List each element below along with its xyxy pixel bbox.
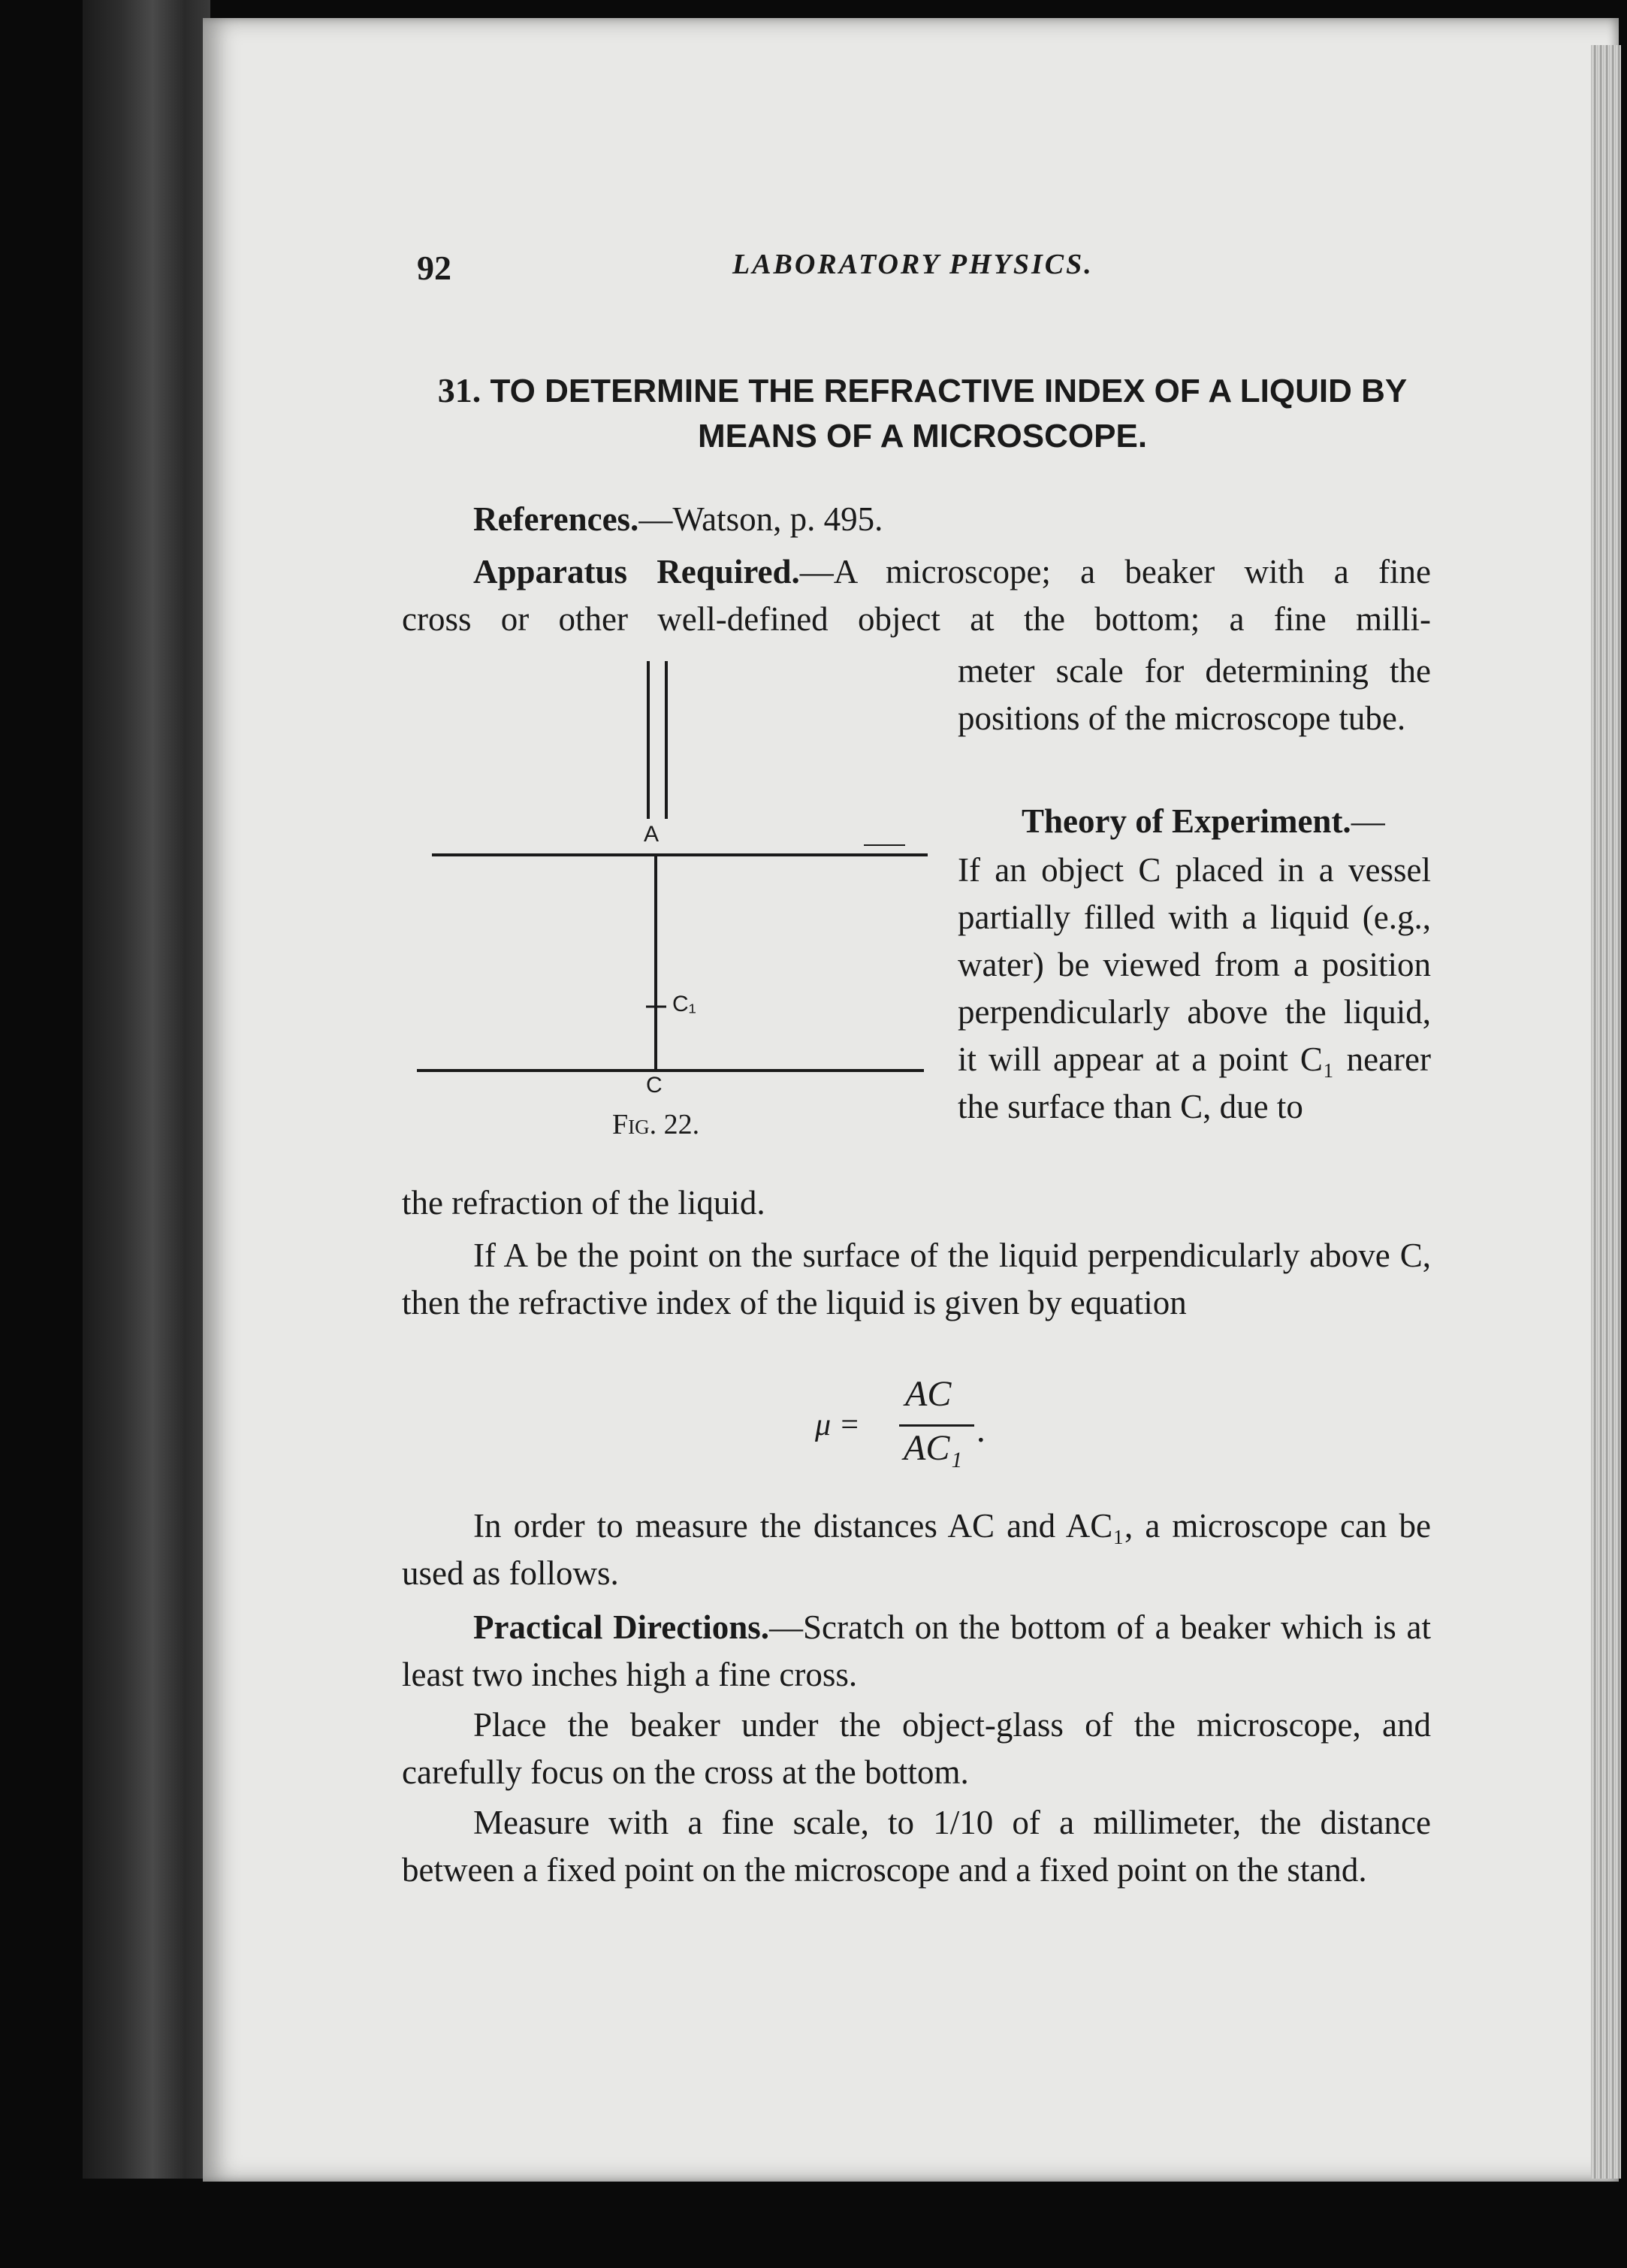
apparatus-line2: cross or other well-defined object at the bottom; a fine milli- [402,600,1431,638]
paragraph-measure-scale: Measure with a fine scale, to 1/10 of a millimeter, the distance between a fixed point on the microscope and a fixed point on the stand. [402,1804,1431,1889]
formula-end: . [977,1410,986,1450]
figure-caption: Fig. 22. [612,1109,700,1140]
label-a: A [644,822,660,847]
apparatus-wrap-text: meter scale for determining the positions of the microscope tube. [958,652,1431,737]
section-title-text: TO DETERMINE THE REFRACTIVE INDEX OF A LIQUID BY MEANS OF A MICROSCOPE. [490,373,1408,455]
running-title: LABORATORY PHYSICS. [732,249,1094,280]
references-text: —Watson, p. 495. [638,500,883,538]
references-label: References. [473,500,639,538]
references-paragraph [402,496,1431,543]
apparatus-label: Apparatus Required. [473,553,800,590]
section-number: 31. [437,371,481,409]
formula-numerator: AC [905,1374,952,1414]
paragraph-refractive-index: If A be the point on the surface of the liquid perpendicularly above C, then the refractive index of the liquid is given by equation [402,1237,1431,1321]
theory-dash: — [1351,802,1385,840]
theory-continuation: the refraction of the liquid. [402,1184,765,1222]
apparatus-text-1: —A microscope; a beaker with a fine [799,553,1431,590]
practical-text: —Scratch on the bottom of a beaker which is at least two inches high a fine cross. [402,1608,1431,1693]
formula-denominator: AC₁ [904,1428,963,1468]
practical-paragraph [402,1604,1431,1699]
label-c: C [646,1073,663,1098]
page-header [417,248,1423,293]
formula-fraction-bar [899,1424,974,1427]
formula-lhs: μ = [815,1408,860,1442]
theory-label: Theory of Experiment. [1022,802,1351,840]
page-number: 92 [417,249,451,287]
practical-label: Practical Directions. [473,1608,770,1646]
paragraph-place-beaker: Place the beaker under the object-glass of the microscope, and carefully focus on the cross at the bottom. [402,1706,1431,1791]
label-c1: C₁ [672,992,696,1016]
section-title [412,368,1433,459]
theory-heading [958,798,1431,845]
figure-diagram [417,661,928,1157]
theory-wrap-text: If an object C placed in a vessel partially filled with a liquid (e.g., water) be viewed from a position perpendicularly above the liquid, it will appear at a point C₁ nearer the surface than C, due to [958,851,1431,1125]
page-stack-edge [1591,45,1621,2179]
paragraph-measure-distances: In order to measure the distances AC and AC₁, a microscope can be used as follows. [402,1507,1431,1592]
figure-22 [417,661,928,1157]
apparatus-line1 [402,548,1431,596]
book-binding [83,0,210,2179]
formula [815,1373,1010,1478]
